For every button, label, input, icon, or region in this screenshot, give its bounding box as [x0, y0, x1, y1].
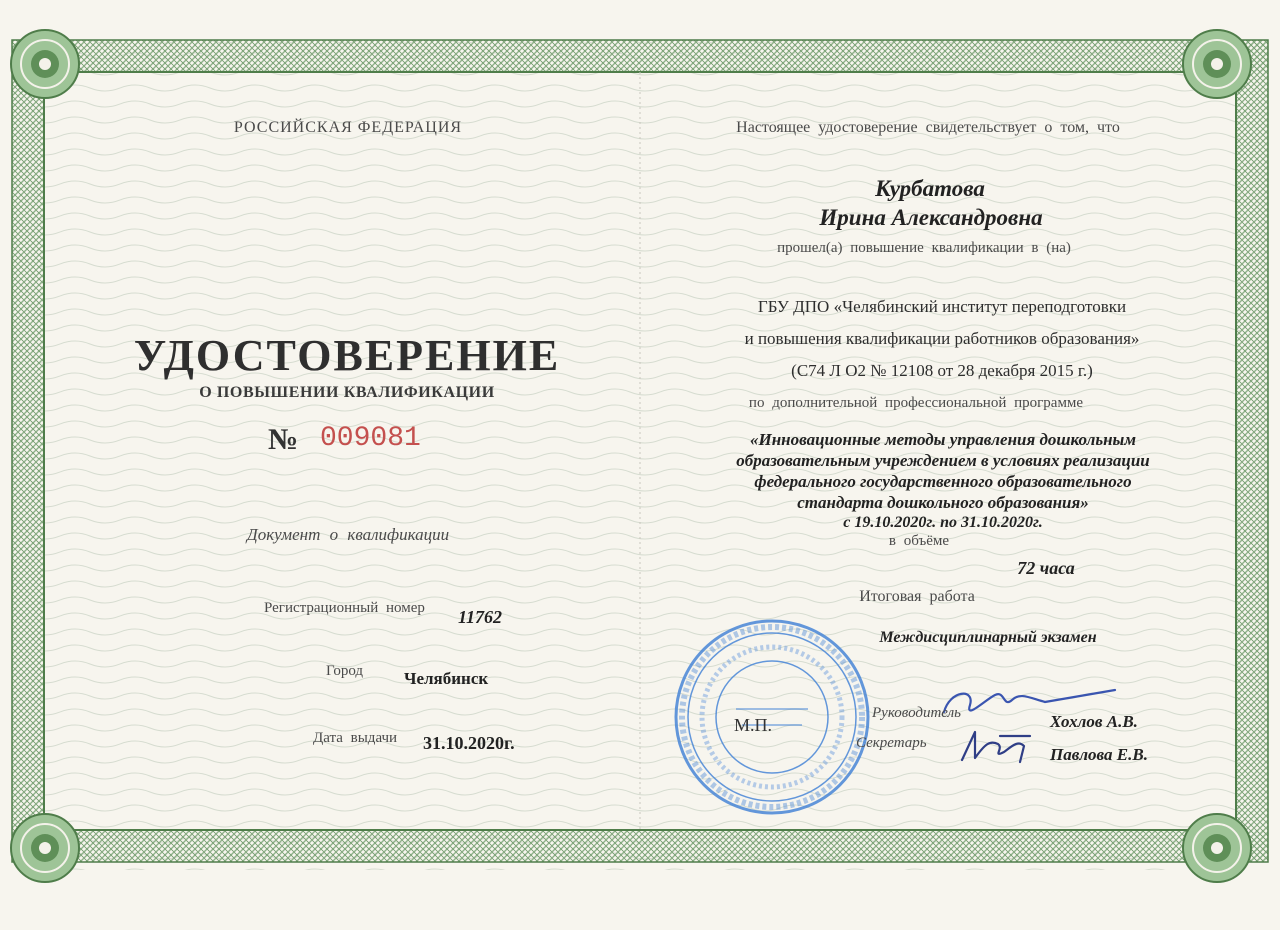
document-type: Документ о квалификации: [246, 525, 450, 544]
hours-value: 72 часа: [1017, 558, 1075, 578]
program-line-2: образовательным учреждением в условиях реализации: [736, 451, 1150, 470]
number-sign: №: [268, 423, 299, 456]
registration-number-value: 11762: [458, 607, 503, 627]
city-label: Город: [326, 663, 364, 679]
institution-license: (С74 Л О2 № 12108 от 28 декабря 2015 г.): [791, 361, 1093, 380]
program-line-1: «Инновационные методы управления дошкольным: [750, 430, 1136, 449]
city-value: Челябинск: [404, 669, 489, 688]
certificate-number: 009081: [320, 423, 421, 454]
passed-statement: прошел(а) повышение квалификации в (на): [777, 240, 1071, 256]
certificate-title: УДОСТОВЕРЕНИЕ: [133, 331, 561, 380]
corner-rosette-tr: [1183, 30, 1251, 98]
issue-date-value: 31.10.2020г.: [423, 733, 515, 753]
program-line-4: стандарта дошкольного образования»: [797, 493, 1089, 512]
institution-line-2: и повышения квалификации работников образования»: [744, 329, 1140, 348]
program-line-3: федерального государственного образовательного: [754, 472, 1132, 491]
country-name: РОССИЙСКАЯ ФЕДЕРАЦИЯ: [233, 119, 463, 136]
issue-date-label: Дата выдачи: [313, 730, 398, 746]
institution-line-1: ГБУ ДПО «Челябинский институт переподготовки: [757, 297, 1127, 316]
final-work-label: Итоговая работа: [859, 588, 975, 605]
certificate-intro: Настоящее удостоверение свидетельствует о том, что: [736, 119, 1120, 136]
secretary-name: Павлова Е.В.: [1050, 745, 1148, 764]
program-dates: с 19.10.2020г. по 31.10.2020г.: [843, 514, 1043, 531]
registration-number-label: Регистрационный номер: [264, 600, 425, 616]
certificate-subtitle: О ПОВЫШЕНИИ КВАЛИФИКАЦИИ: [199, 384, 495, 401]
recipient-given-names: Ирина Александровна: [819, 205, 1043, 230]
corner-rosette-bl: [11, 814, 79, 882]
final-work-value: Междисциплинарный экзамен: [879, 629, 1097, 646]
program-intro: по дополнительной профессиональной программе: [748, 395, 1084, 411]
head-label: Руководитель: [872, 705, 961, 721]
volume-label: в объёме: [888, 533, 950, 549]
corner-rosette-tl: [11, 30, 79, 98]
corner-rosette-br: [1183, 814, 1251, 882]
recipient-surname: Курбатова: [875, 176, 985, 201]
head-name: Хохлов А.В.: [1050, 712, 1138, 731]
secretary-label: Секретарь: [856, 735, 927, 751]
seal-placeholder: М.П.: [734, 715, 773, 735]
